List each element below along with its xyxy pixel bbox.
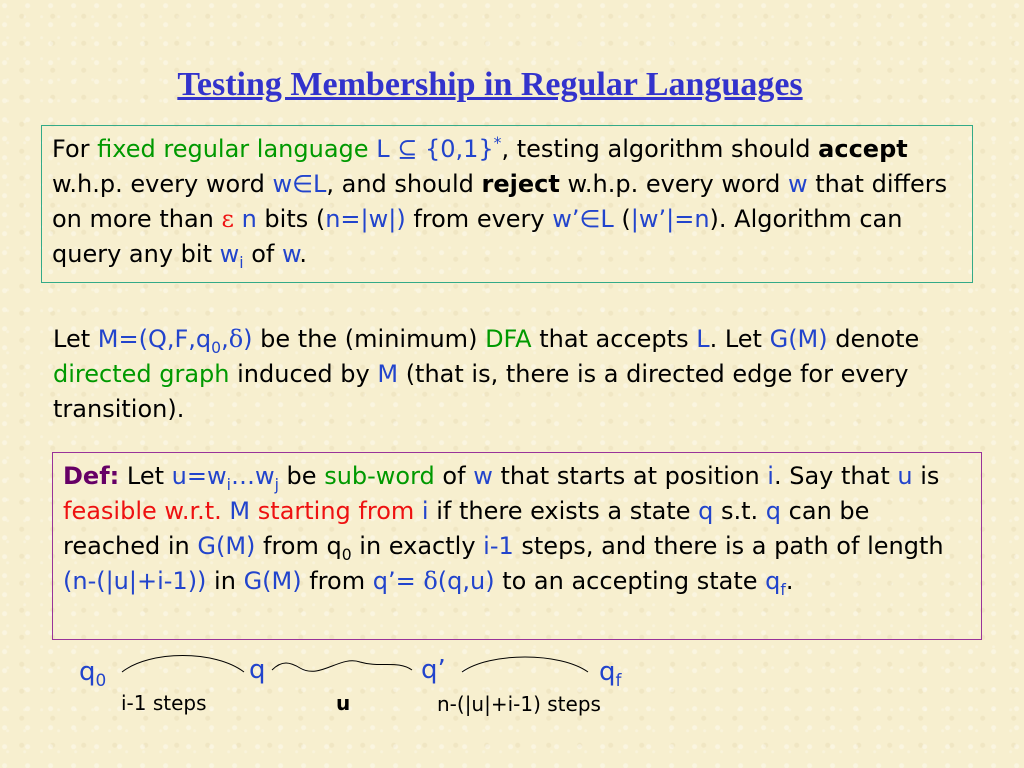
text: . [299,240,308,268]
text: that starts at position [492,462,768,490]
text: w.h.p. every word [52,170,273,198]
delta-symbol: δ [228,325,244,353]
expr-wprime-in-L: w’∈L [552,205,614,233]
expr-w-in-L: w∈L [272,170,327,198]
label-i-minus-1-steps: i-1 steps [121,691,207,715]
expr-GM: G(M) [197,532,256,560]
node-q0-base: q [79,657,96,687]
text: ( [613,205,631,233]
term-regular-language: regular language [163,135,369,163]
text: be the (minimum) [252,325,486,353]
qprime-a: q’= [372,567,424,595]
text: from [255,532,327,560]
u-def-j: j [274,475,279,494]
qf-sub: f [780,580,786,599]
symbol-u: u [897,462,913,490]
arc-q0-q [122,656,244,673]
q0-base: q [326,532,342,560]
q0-sub: 0 [341,545,352,564]
u-def-a: u=w [171,462,227,490]
expr-GM: G(M) [769,325,828,353]
symbol-w: w [787,170,808,198]
text: in [206,567,244,595]
symbol-n: n [233,205,257,233]
label-u: u [336,691,351,715]
text: steps, and there is a path of length [513,532,944,560]
node-q0-sub: 0 [95,670,107,691]
delta-symbol: δ [423,567,438,595]
epsilon-symbol: ε [221,205,234,233]
node-qf-sub: f [615,670,622,691]
text: be [278,462,325,490]
symbol-i: i [421,497,429,525]
expr-i-minus-1: i-1 [483,532,514,560]
kleene-star: * [493,134,502,152]
symbol-L: L [376,135,390,163]
symbol-M: M [229,497,251,525]
expr-GM: G(M) [243,567,302,595]
text: can be reached in [63,497,870,560]
text: induced by [229,360,378,388]
arc-qprime-qf [462,657,588,672]
symbol-q: q [765,497,782,525]
term-starting-from: starting from [257,497,415,525]
u-def-b: …w [230,462,275,490]
text: denote [827,325,920,353]
slide-title: Testing Membership in Regular Languages [177,66,803,103]
symbol-i: i [767,462,774,490]
text: is [912,462,940,490]
node-qprime: q’ [421,655,446,685]
node-qf-base: q [599,657,616,687]
term-DFA: DFA [485,325,532,353]
qf-base: q [765,567,781,595]
symbol-w: w [281,240,300,268]
wi-subscript: i [239,253,244,272]
symbol-q: q [698,497,714,525]
M-def-a: M=(Q,F,q [97,325,212,353]
text: (that is, there is a directed edge for every transition). [53,360,909,423]
term-reject: reject [481,170,560,198]
text: from [301,567,373,595]
expr-wprime-len: |w’|=n [630,205,710,233]
text: if there exists a state [428,497,699,525]
term-accept: accept [818,135,908,163]
u-def-i: i [226,475,231,494]
qprime-b: (q,u) [437,567,495,595]
text: bits ( [256,205,326,233]
term-sub-word: sub-word [324,462,435,490]
node-q: q [249,655,266,685]
text: from every [405,205,553,233]
wi-base: w [219,240,240,268]
text: w.h.p. every word [559,170,788,198]
text: For [52,135,98,163]
expr-path-length: (n-(|u|+i-1)) [63,567,207,595]
M-def-b: , [221,325,229,353]
text: to an accepting state [494,567,766,595]
expr-n-eq: n=|w|) [325,205,406,233]
def-label: Def: [63,462,120,490]
text: of [243,240,282,268]
text: in exactly [351,532,484,560]
M-def-c: ) [243,325,253,353]
text: s.t. [713,497,766,525]
symbol-M: M [377,360,399,388]
term-directed-graph: directed graph [53,360,230,388]
text: , and should [326,170,482,198]
text: Let [53,325,98,353]
symbol-w: w [473,462,493,490]
M-def-sub: 0 [211,338,222,357]
term-fixed: fixed [97,135,156,163]
text: ). Algorithm can query any bit [52,205,903,268]
text: that accepts [531,325,697,353]
text: that differs on more than [52,170,948,233]
subseteq-symbol: ⊆ [389,135,425,163]
text: . Let [709,325,770,353]
term-feasible: feasible w.r.t. [63,497,222,525]
text: . Say that [773,462,898,490]
alphabet-set: {0,1} [424,135,494,163]
text: of [434,462,474,490]
arc-q-qprime [272,661,412,672]
text: , testing algorithm should [501,135,819,163]
symbol-L: L [696,325,710,353]
label-remaining-steps: n-(|u|+i-1) steps [437,692,601,716]
text: . [785,567,794,595]
text: Let [119,462,172,490]
